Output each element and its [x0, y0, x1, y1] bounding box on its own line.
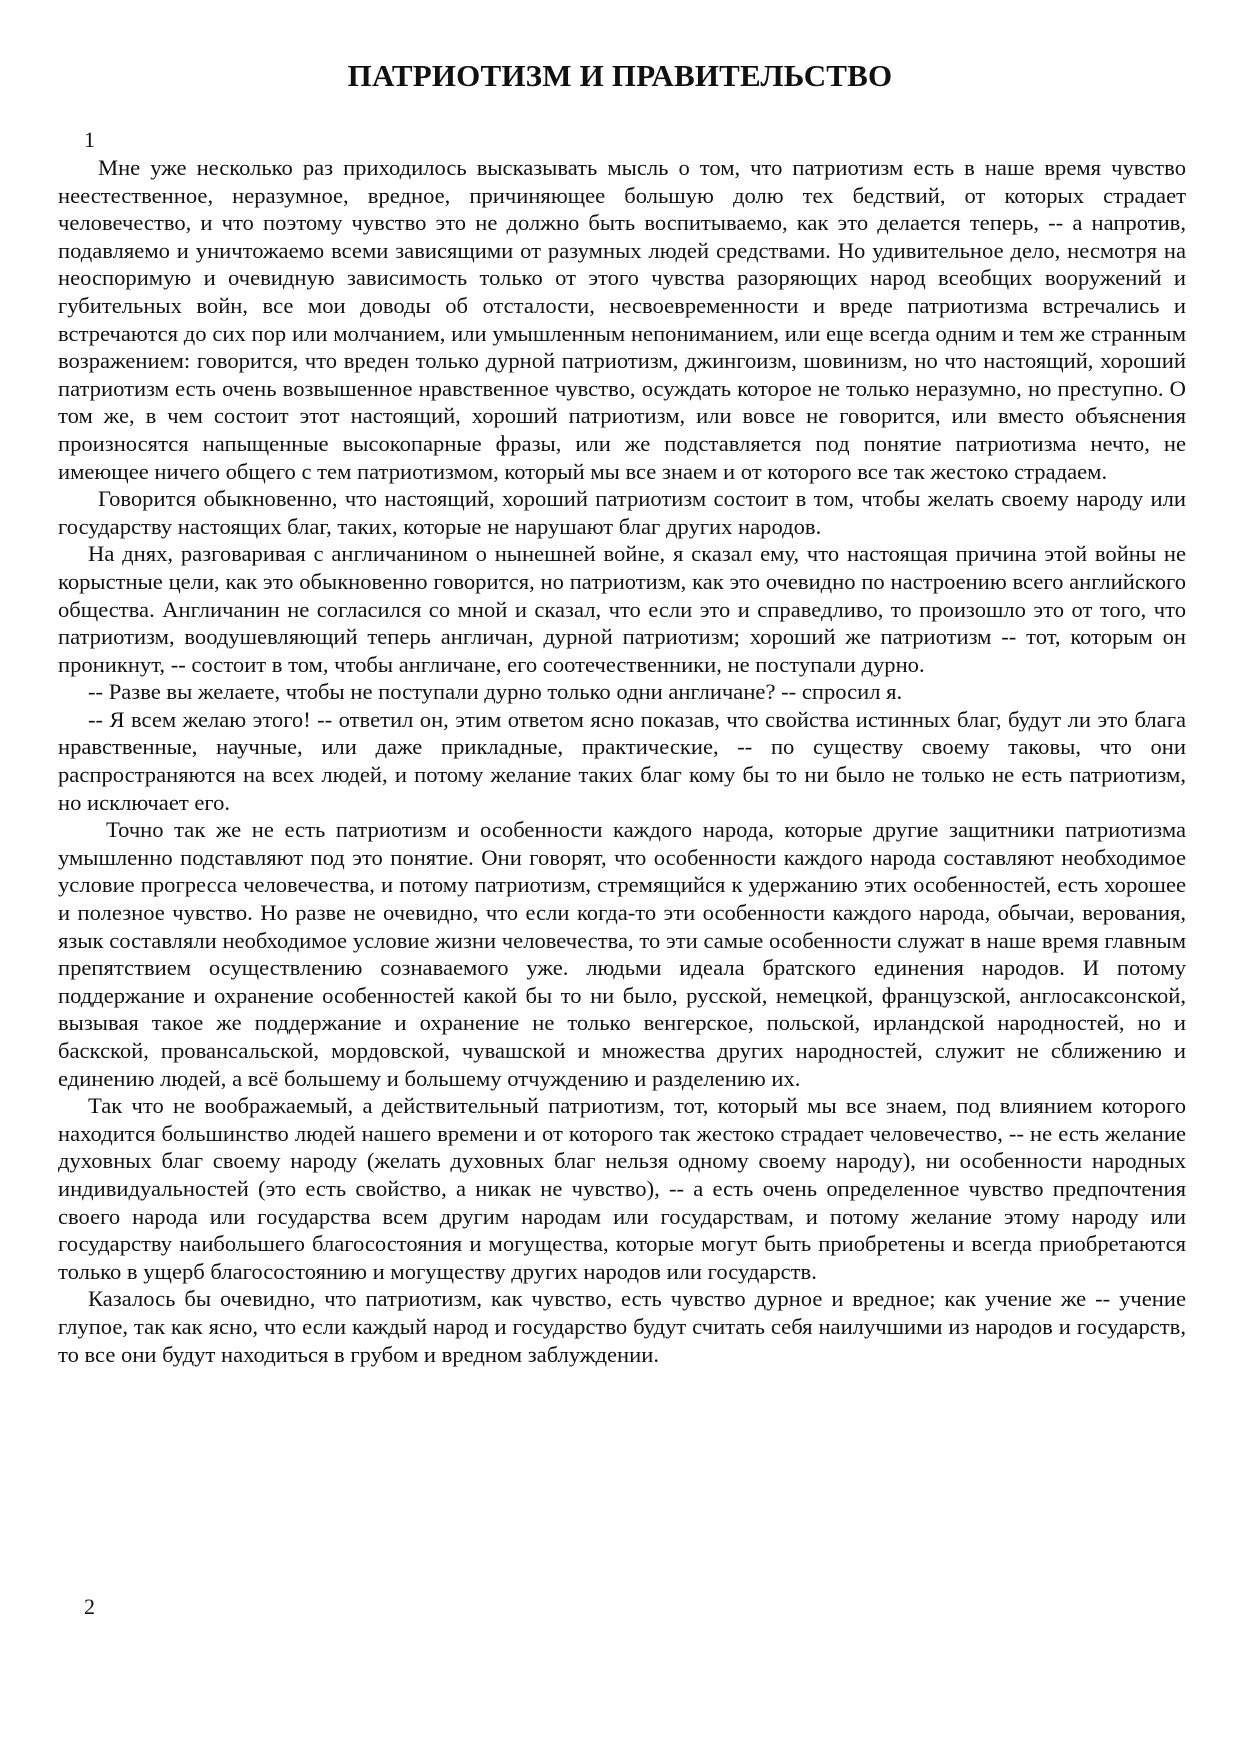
paragraph: Так что не воображаемый, а действительный патриотизм, тот, который мы все знаем, под влиянием которого находится большинство людей нашего времени и от которого так жестоко страдает человечество, -- не есть желание духовных благ своему народу (желать духовных благ нельзя одному своему народу), ни особенности народных индивидуальностей (это есть свойство, а никак не чувство), -- а есть очень определенное чувство предпочтения своего народа или государства всем другим народам или государствам, и потому желание этому народу или государству наибольшего благосостояния и могущества, которые могут быть приобретены и всегда приобретаются только в ущерб благосостоянию и могуществу других народов или государств.: [58, 1093, 1186, 1284]
paragraph: -- Разве вы желаете, чтобы не поступали дурно только одни англичане? -- спросил я.: [88, 679, 903, 705]
paragraph: Точно так же не есть патриотизм и особенности каждого народа, которые другие защитники патриотизма умышленно подставляют под это понятие. Они говорят, что особенности каждого народа составляют необходимое условие прогресса человечества, и потому патриотизм, стремящийся к удержанию этих особенностей, есть хорошее и полезное чувство. Но разве не очевидно, что если когда-то эти особенности каждого народа, обычаи, верования, язык составляли необходимое условие жизни человечества, то эти самые особенности служат в наше время главным препятствием осуществлению сознаваемого уже. людьми идеала братского единения народов. И потому поддержание и охранение особенностей какой бы то ни было, русской, немецкой, французской, англосаксонской, вызывая такое же поддержание и охранение не только венгерское, польской, ирландской народностей, но и баскской, провансальской, мордовской, чувашской и множества других народностей, служит не сближению и единению людей, а всё большему и большему отчуждению и разделению их.: [58, 817, 1186, 1091]
paragraph: На днях, разговаривая с англичанином о нынешней войне, я сказал ему, что настоящая причина этой войны не корыстные цели, как это обыкновенно говорится, но патриотизм, как это очевидно по настроению всего английского общества. Англичанин не согласился со мной и сказал, что если это и справедливо, то произошло это от того, что патриотизм, воодушевляющий теперь англичан, дурной патриотизм; хороший же патриотизм -- тот, которым он проникнут, -- состоит в том, чтобы англичане, его соотечественники, не поступали дурно.: [58, 541, 1186, 677]
body-text: [58, 154, 1186, 1368]
section-number-2: 2: [84, 1594, 95, 1619]
paragraph: -- Я всем желаю этого! -- ответил он, этим ответом ясно показав, что свойства истинных благ, будут ли это блага нравственные, научные, или даже прикладные, практические, -- по существу своему таковы, что они распространяются на всех людей, и потому желание таких благ кому бы то ни было не только не есть патриотизм, но исключает его.: [58, 706, 1186, 815]
page-title: ПАТРИОТИЗМ И ПРАВИТЕЛЬСТВО: [347, 58, 893, 93]
section-number-1: 1: [84, 127, 95, 152]
paragraph: Говорится обыкновенно, что настоящий, хороший патриотизм состоит в том, чтобы желать своему народу или государству настоящих благ, таких, которые не нарушают благ других народов.: [58, 486, 1186, 539]
paragraph: Казалось бы очевидно, что патриотизм, как чувство, есть чувство дурное и вредное; как учение же -- учение глупое, так как ясно, что если каждый народ и государство будут считать себя наилучшими из народов и государств, то все они будут находиться в грубом и вредном заблуждении.: [58, 1286, 1186, 1367]
paragraph: Мне уже несколько раз приходилось высказывать мысль о том, что патриотизм есть в наше время чувство неестественное, неразумное, вредное, причиняющее большую долю тех бедствий, от которых страдает человечество, и что поэтому чувство это не должно быть воспитываемо, как это делается теперь, -- а напротив, подавляемо и уничтожаемо всеми зависящими от разумных людей средствами. Но удивительное дело, несмотря на неоспоримую и очевидную зависимость только от этого чувства разоряющих народ всеобщих вооружений и губительных войн, все мои доводы об отсталости, несвоевременности и вреде патриотизма встречались и встречаются до сих пор или молчанием, или умышленным непониманием, или еще всегда одним и тем же странным возражением: говорится, что вреден только дурной патриотизм, джингоизм, шовинизм, но что настоящий, хороший патриотизм есть очень возвышенное нравственное чувство, осуждать которое не только неразумно, но преступно. О том же, в чем состоит этот настоящий, хороший патриотизм, или вовсе не говорится, или вместо объяснения произносятся напыщенные высокопарные фразы, или же подставляется под понятие патриотизма нечто, не имеющее ничего общего с тем патриотизмом, который мы все знаем и от которого все так жестоко страдаем.: [58, 155, 1186, 484]
